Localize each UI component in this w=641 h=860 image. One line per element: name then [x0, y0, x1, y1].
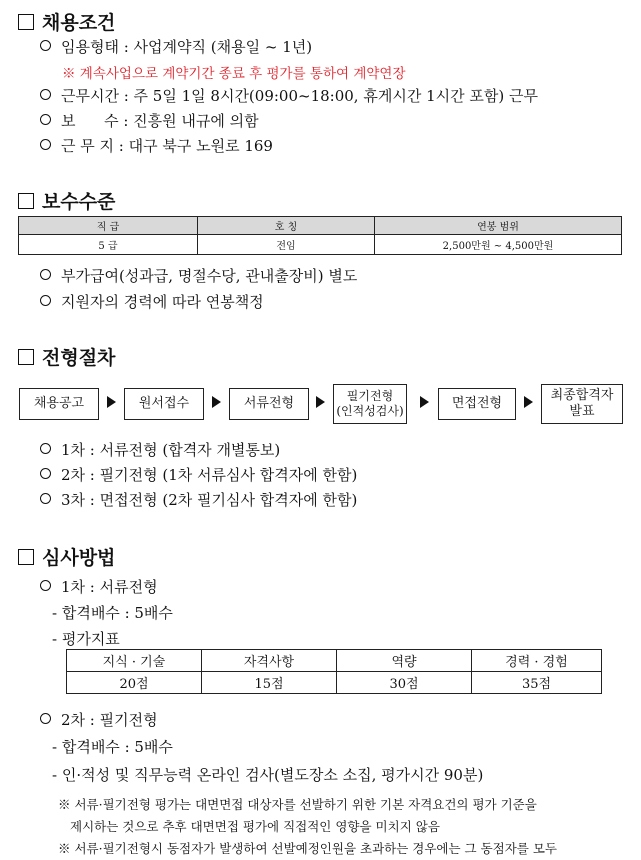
bullet-circle-icon — [40, 139, 51, 150]
table-header-cell: 역량 — [337, 650, 472, 672]
note-line: ※ 서류·필기전형 평가는 대면면접 대상자를 선발하기 위한 기본 자격요건의 평가 기준을 — [58, 797, 537, 812]
location-line — [40, 135, 273, 156]
evaluation-index-table — [66, 649, 602, 694]
pay-text: 보 수 : 진흥원 내규에 의함 — [61, 112, 259, 130]
table-header-cell: 자격사항 — [202, 650, 337, 672]
stage2-ratio: - 합격배수 : 5배수 — [52, 738, 173, 756]
table-cell: 5 급 — [19, 235, 198, 255]
stage1-text: 1차 : 서류전형 — [61, 578, 158, 596]
arrow-right-icon — [107, 396, 116, 408]
table-cell: 전임 — [198, 235, 375, 255]
work-time-text: 근무시간 : 주 5일 1일 8시간(09:00~18:00, 휴게시간 1시간 포함) 근무 — [61, 87, 538, 105]
checkbox-square-icon — [18, 14, 34, 30]
location-text: 근 무 지 : 대구 북구 노원로 169 — [61, 137, 273, 155]
checkbox-square-icon — [18, 193, 34, 209]
table-cell: 15점 — [202, 672, 337, 694]
stage2-test: - 인·적성 및 직무능력 온라인 검사(별도장소 소집, 평가시간 90분) — [52, 766, 484, 784]
flow-step-interview — [438, 388, 516, 420]
extra-pay-line — [40, 265, 357, 286]
bullet-circle-icon — [40, 40, 51, 51]
table-row — [67, 672, 602, 694]
bullet-circle-icon — [40, 468, 51, 479]
table-header-cell: 연봉 범위 — [375, 217, 622, 235]
employment-type-text: 임용형태 : 사업계약직 (채용일 ~ 1년) — [61, 38, 313, 56]
arrow-right-icon — [316, 396, 325, 408]
section-title-text: 전형절차 — [42, 347, 116, 369]
stage-line — [40, 464, 357, 485]
table-row — [19, 235, 622, 255]
flow-step-final-announcement — [541, 384, 623, 424]
flow-step-written-test — [333, 384, 407, 424]
flow-step-label: 채용공고 — [33, 396, 85, 411]
section-title-employment-conditions — [18, 8, 115, 35]
employment-type-line — [40, 36, 312, 57]
bullet-circle-icon — [40, 443, 51, 454]
note-line: ※ 서류·필기전형시 동점자가 발생하여 선발예정인원을 초과하는 경우에는 그 동점자를 모두 — [58, 841, 558, 856]
section-title-text: 보수수준 — [42, 191, 116, 213]
flow-step-label: 최종합격자 — [550, 388, 614, 403]
arrow-right-icon — [212, 396, 221, 408]
flow-step-label: 필기전형 — [346, 389, 394, 403]
checkbox-square-icon — [18, 349, 34, 365]
bullet-circle-icon — [40, 295, 51, 306]
salary-by-career-line — [40, 291, 264, 312]
flow-step-announcement — [19, 388, 99, 420]
bullet-circle-icon — [40, 269, 51, 280]
flow-step-label: 서류전형 — [243, 396, 295, 411]
pay-line — [40, 110, 259, 131]
table-header-cell: 직 급 — [19, 217, 198, 235]
flow-step-application — [124, 388, 204, 420]
extra-pay-text: 부가급여(성과급, 명절수당, 관내출장비) 별도 — [61, 267, 358, 285]
section-title-text: 채용조건 — [42, 12, 116, 34]
stage1-heading — [40, 576, 158, 597]
bullet-circle-icon — [40, 114, 51, 125]
stage-text: 2차 : 필기전형 (1차 서류심사 합격자에 한함) — [61, 466, 358, 484]
salary-table — [18, 216, 622, 255]
work-time-line — [40, 85, 538, 106]
stage2-heading — [40, 709, 158, 730]
bullet-circle-icon — [40, 89, 51, 100]
stage-text: 3차 : 면접전형 (2차 필기심사 합격자에 한함) — [61, 491, 358, 509]
stage1-ratio: - 합격배수 : 5배수 — [52, 604, 173, 622]
arrow-right-icon — [420, 396, 429, 408]
table-header-row — [19, 217, 622, 235]
note-line: 제시하는 것으로 추후 대면면접 평가에 직접적인 영향을 미치지 않음 — [70, 819, 440, 834]
table-cell: 20점 — [67, 672, 202, 694]
table-header-cell: 호 칭 — [198, 217, 375, 235]
flow-step-label: 원서접수 — [138, 396, 190, 411]
stage2-text: 2차 : 필기전형 — [61, 711, 158, 729]
flow-step-sublabel: 발표 — [569, 404, 595, 419]
contract-extension-notice: ※ 계속사업으로 계약기간 종료 후 평가를 통하여 계약연장 — [62, 66, 406, 82]
bullet-circle-icon — [40, 493, 51, 504]
flow-step-label: 면접전형 — [451, 396, 503, 411]
flow-step-document-screening — [229, 388, 309, 420]
stage-line — [40, 489, 357, 510]
checkbox-square-icon — [18, 549, 34, 565]
section-title-text: 심사방법 — [42, 547, 116, 569]
stage-text: 1차 : 서류전형 (합격자 개별통보) — [61, 441, 281, 459]
table-header-row — [67, 650, 602, 672]
stage1-index-label: - 평가지표 — [52, 630, 120, 648]
bullet-circle-icon — [40, 580, 51, 591]
salary-by-career-text: 지원자의 경력에 따라 연봉책정 — [61, 293, 264, 311]
stage-line — [40, 439, 280, 460]
table-header-cell: 경력 · 경험 — [472, 650, 602, 672]
section-title-evaluation-method — [18, 543, 115, 570]
bullet-circle-icon — [40, 713, 51, 724]
table-cell: 35점 — [472, 672, 602, 694]
section-title-salary — [18, 187, 115, 214]
table-cell: 2,500만원 ~ 4,500만원 — [375, 235, 622, 255]
table-cell: 30점 — [337, 672, 472, 694]
section-title-selection-process — [18, 343, 115, 370]
table-header-cell: 지식 · 기술 — [67, 650, 202, 672]
arrow-right-icon — [524, 396, 533, 408]
flow-step-sublabel: (인적성검사) — [336, 404, 404, 418]
